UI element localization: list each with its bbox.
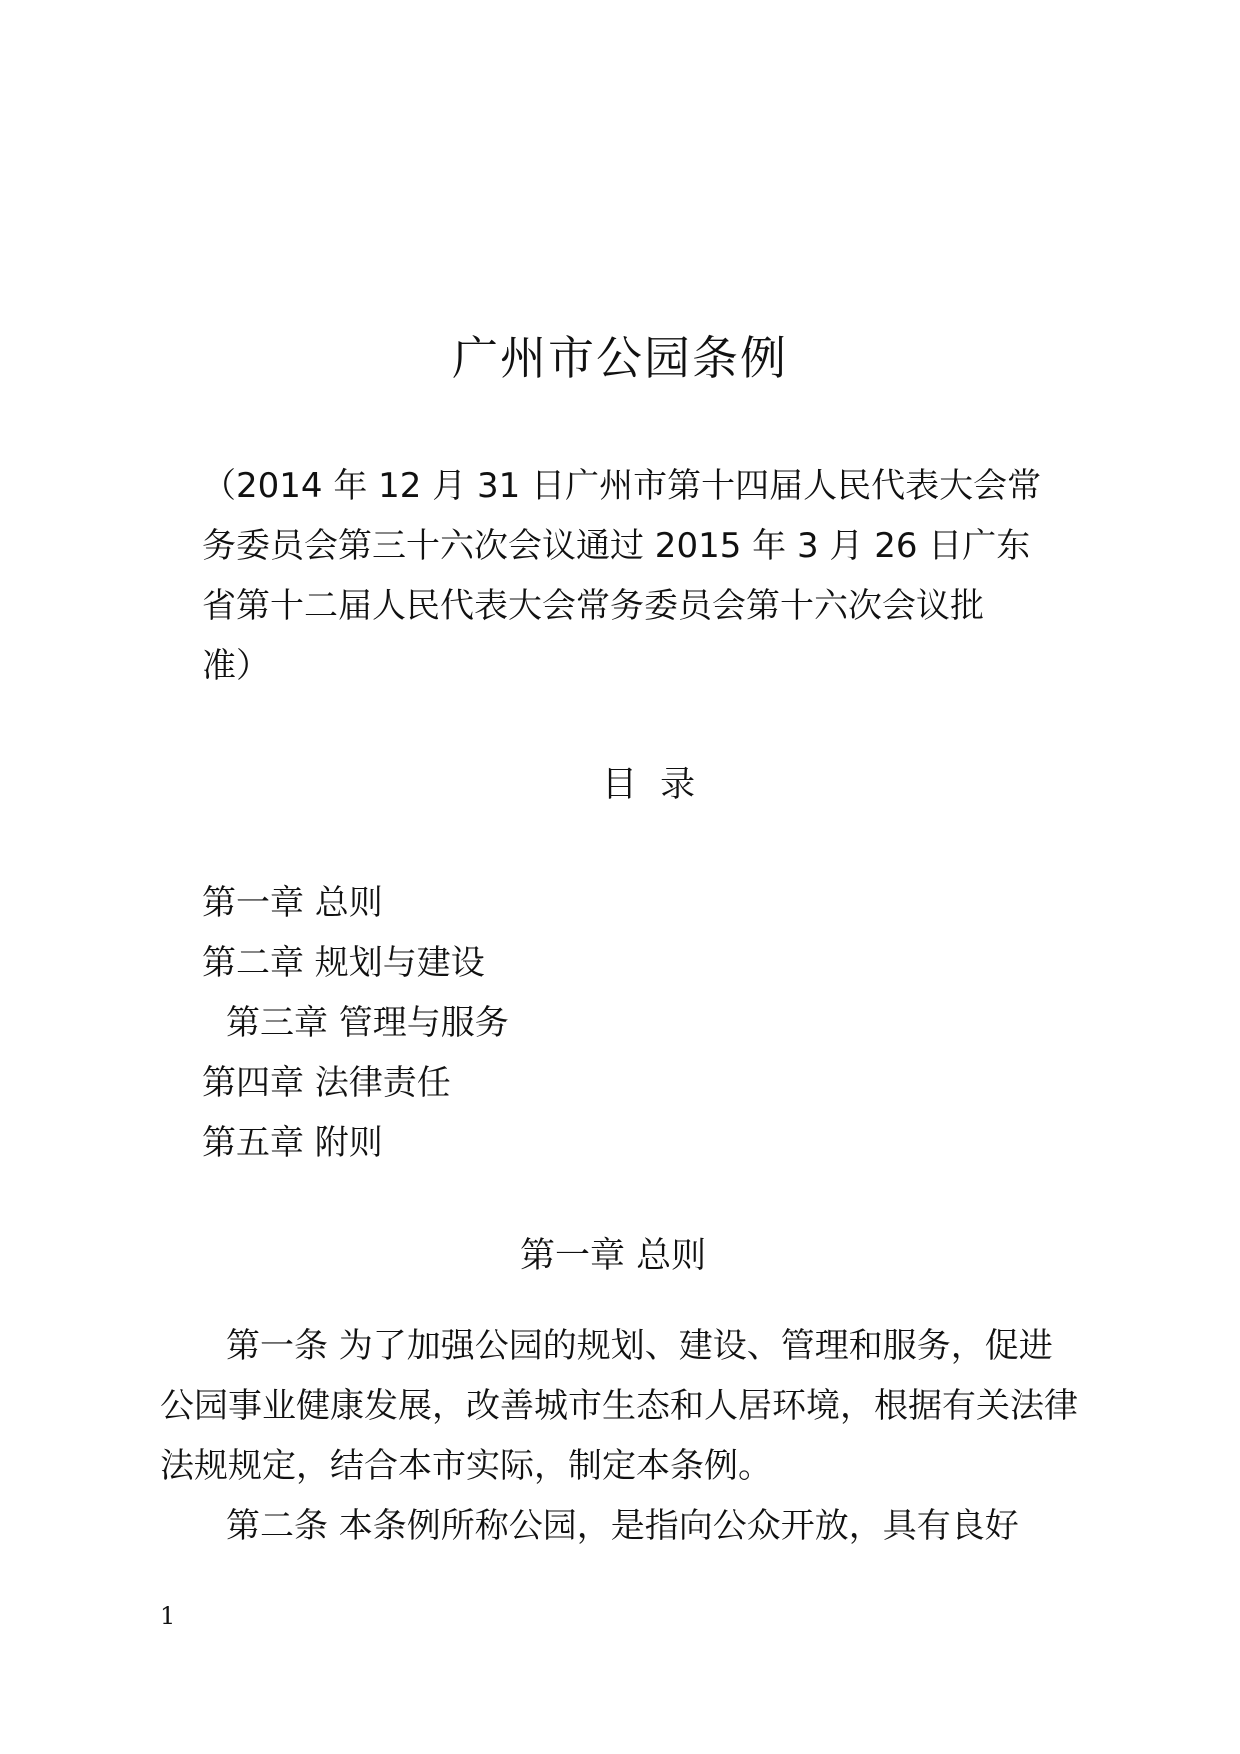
article-text-line: 法规规定，结合本市实际，制定本条例。	[160, 1446, 772, 1486]
toc-item: 第一章 总则	[202, 883, 383, 923]
toc-item: 第二章 规划与建设	[202, 943, 485, 983]
document-title: 广州市公园条例	[452, 331, 788, 385]
article-text-line: 第一条 为了加强公园的规划、建设、管理和服务，促进	[226, 1326, 1053, 1366]
legislative-note-line: 务委员会第三十六次会议通过 2015 年 3 月 26 日广东	[202, 526, 1031, 566]
toc-item: 第四章 法律责任	[202, 1063, 451, 1103]
toc-item: 第三章 管理与服务	[226, 1003, 509, 1043]
chapter-heading: 第一章 总则	[520, 1236, 707, 1276]
article-text-line: 公园事业健康发展，改善城市生态和人居环境，根据有关法律	[160, 1386, 1078, 1426]
legislative-note-line: （2014 年 12 月 31 日广州市第十四届人民代表大会常	[202, 466, 1042, 506]
toc-heading: 目 录	[602, 765, 696, 805]
page-number: 1	[160, 1602, 176, 1630]
legislative-note-line: 准）	[202, 646, 270, 686]
legislative-note-line: 省第十二届人民代表大会常务委员会第十六次会议批	[202, 586, 984, 626]
article-text-line: 第二条 本条例所称公园，是指向公众开放，具有良好	[226, 1506, 1019, 1546]
toc-item: 第五章 附则	[202, 1123, 383, 1163]
